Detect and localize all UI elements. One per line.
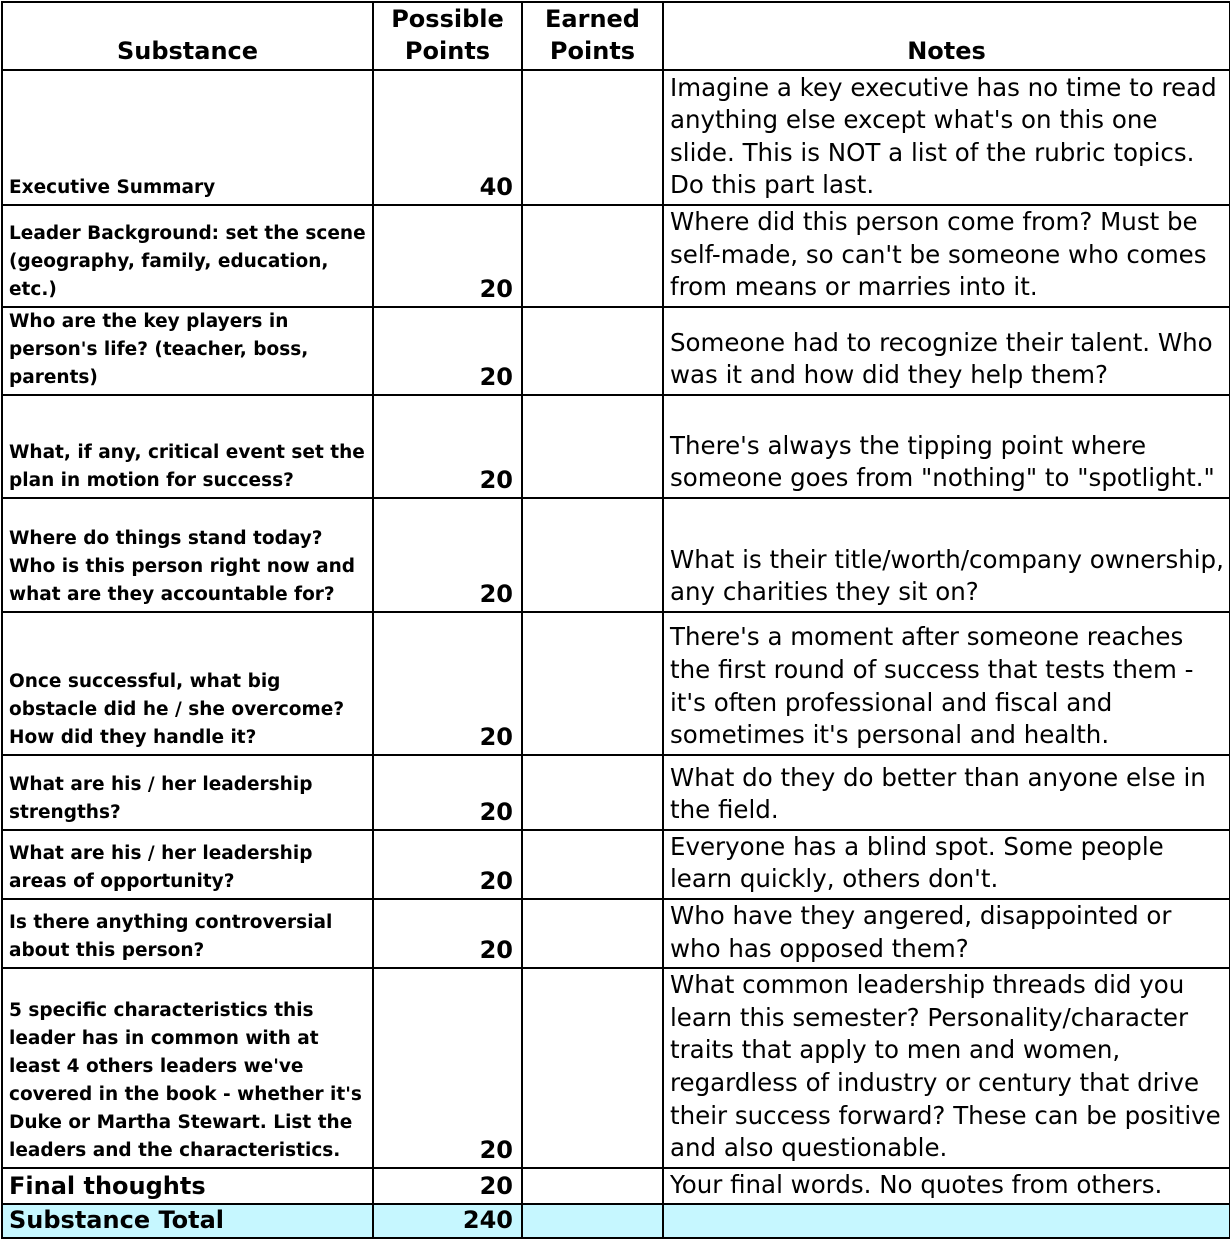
row-earned-points-cell[interactable] xyxy=(522,899,663,968)
table-row xyxy=(2,899,1230,968)
row-label: Who are the key players in person's life? (teacher, boss, parents) xyxy=(2,307,373,395)
row-label: What, if any, critical event set the plan in motion for success? xyxy=(2,395,373,498)
row-earned-points-cell[interactable] xyxy=(522,70,663,205)
row-earned-points-cell[interactable] xyxy=(522,968,663,1168)
row-label: Where do things stand today? Who is this person right now and what are they accountable for? xyxy=(2,498,373,612)
total-note-cell xyxy=(663,1204,1230,1238)
header-earned-points: Earned Points xyxy=(522,2,663,70)
row-label: Leader Background: set the scene (geography, family, education, etc.) xyxy=(2,205,373,307)
row-possible-points: 20 xyxy=(373,205,522,307)
row-note: Your final words. No quotes from others. xyxy=(663,1168,1230,1205)
table-row xyxy=(2,498,1230,612)
row-possible-points: 20 xyxy=(373,830,522,899)
row-earned-points-cell[interactable] xyxy=(522,612,663,755)
row-note: What is their title/worth/company ownership, any charities they sit on? xyxy=(663,498,1230,612)
table-row xyxy=(2,70,1230,205)
row-possible-points: 20 xyxy=(373,899,522,968)
row-label: What are his / her leadership strengths? xyxy=(2,755,373,830)
row-earned-points-cell[interactable] xyxy=(522,498,663,612)
table-row xyxy=(2,307,1230,395)
row-note: Imagine a key executive has no time to read anything else except what's on this one slide. This is NOT a list of the rubric topics. Do this part last. xyxy=(663,70,1230,205)
row-label: Once successful, what big obstacle did he / she overcome? How did they handle it? xyxy=(2,612,373,755)
row-earned-points-cell[interactable] xyxy=(522,830,663,899)
table-row xyxy=(2,612,1230,755)
total-label: Substance Total xyxy=(2,1204,373,1238)
header-possible-points: Possible Points xyxy=(373,2,522,70)
row-possible-points: 20 xyxy=(373,968,522,1168)
row-note: Someone had to recognize their talent. Who was it and how did they help them? xyxy=(663,307,1230,395)
row-possible-points: 20 xyxy=(373,307,522,395)
row-possible-points: 40 xyxy=(373,70,522,205)
row-possible-points: 20 xyxy=(373,498,522,612)
row-label: 5 specific characteristics this leader has in common with at least 4 others leaders we've covered in the book - whether it's Duke or Martha Stewart. List the leaders and the characteristics. xyxy=(2,968,373,1168)
row-earned-points-cell[interactable] xyxy=(522,307,663,395)
header-notes: Notes xyxy=(663,2,1230,70)
table-row xyxy=(2,830,1230,899)
row-note: Who have they angered, disappointed or who has opposed them? xyxy=(663,899,1230,968)
row-earned-points-cell[interactable] xyxy=(522,1168,663,1205)
row-label: Executive Summary xyxy=(2,70,373,205)
header-substance: Substance xyxy=(2,2,373,70)
total-possible-points: 240 xyxy=(373,1204,522,1238)
rubric-table xyxy=(1,1,1230,1239)
row-note: There's a moment after someone reaches the first round of success that tests them - it's often professional and fiscal and sometimes it's personal and health. xyxy=(663,612,1230,755)
table-row xyxy=(2,205,1230,307)
row-note: Everyone has a blind spot. Some people learn quickly, others don't. xyxy=(663,830,1230,899)
row-possible-points: 20 xyxy=(373,1168,522,1205)
row-label: Is there anything controversial about this person? xyxy=(2,899,373,968)
row-earned-points-cell[interactable] xyxy=(522,395,663,498)
table-row xyxy=(2,755,1230,830)
row-label: What are his / her leadership areas of opportunity? xyxy=(2,830,373,899)
row-earned-points-cell[interactable] xyxy=(522,205,663,307)
row-note: There's always the tipping point where someone goes from "nothing" to "spotlight." xyxy=(663,395,1230,498)
row-possible-points: 20 xyxy=(373,395,522,498)
table-row xyxy=(2,968,1230,1168)
table-row xyxy=(2,395,1230,498)
row-label: Final thoughts xyxy=(2,1168,373,1205)
header-row xyxy=(2,2,1230,70)
row-note: What do they do better than anyone else in the field. xyxy=(663,755,1230,830)
row-note: Where did this person come from? Must be self-made, so can't be someone who comes from means or marries into it. xyxy=(663,205,1230,307)
total-earned-points-cell[interactable] xyxy=(522,1204,663,1238)
row-possible-points: 20 xyxy=(373,755,522,830)
row-possible-points: 20 xyxy=(373,612,522,755)
row-earned-points-cell[interactable] xyxy=(522,755,663,830)
row-note: What common leadership threads did you learn this semester? Personality/character traits that apply to men and women, regardless of industry or century that drive their success forward? These can be positive and also questionable. xyxy=(663,968,1230,1168)
table-row xyxy=(2,1168,1230,1205)
total-row xyxy=(2,1204,1230,1238)
